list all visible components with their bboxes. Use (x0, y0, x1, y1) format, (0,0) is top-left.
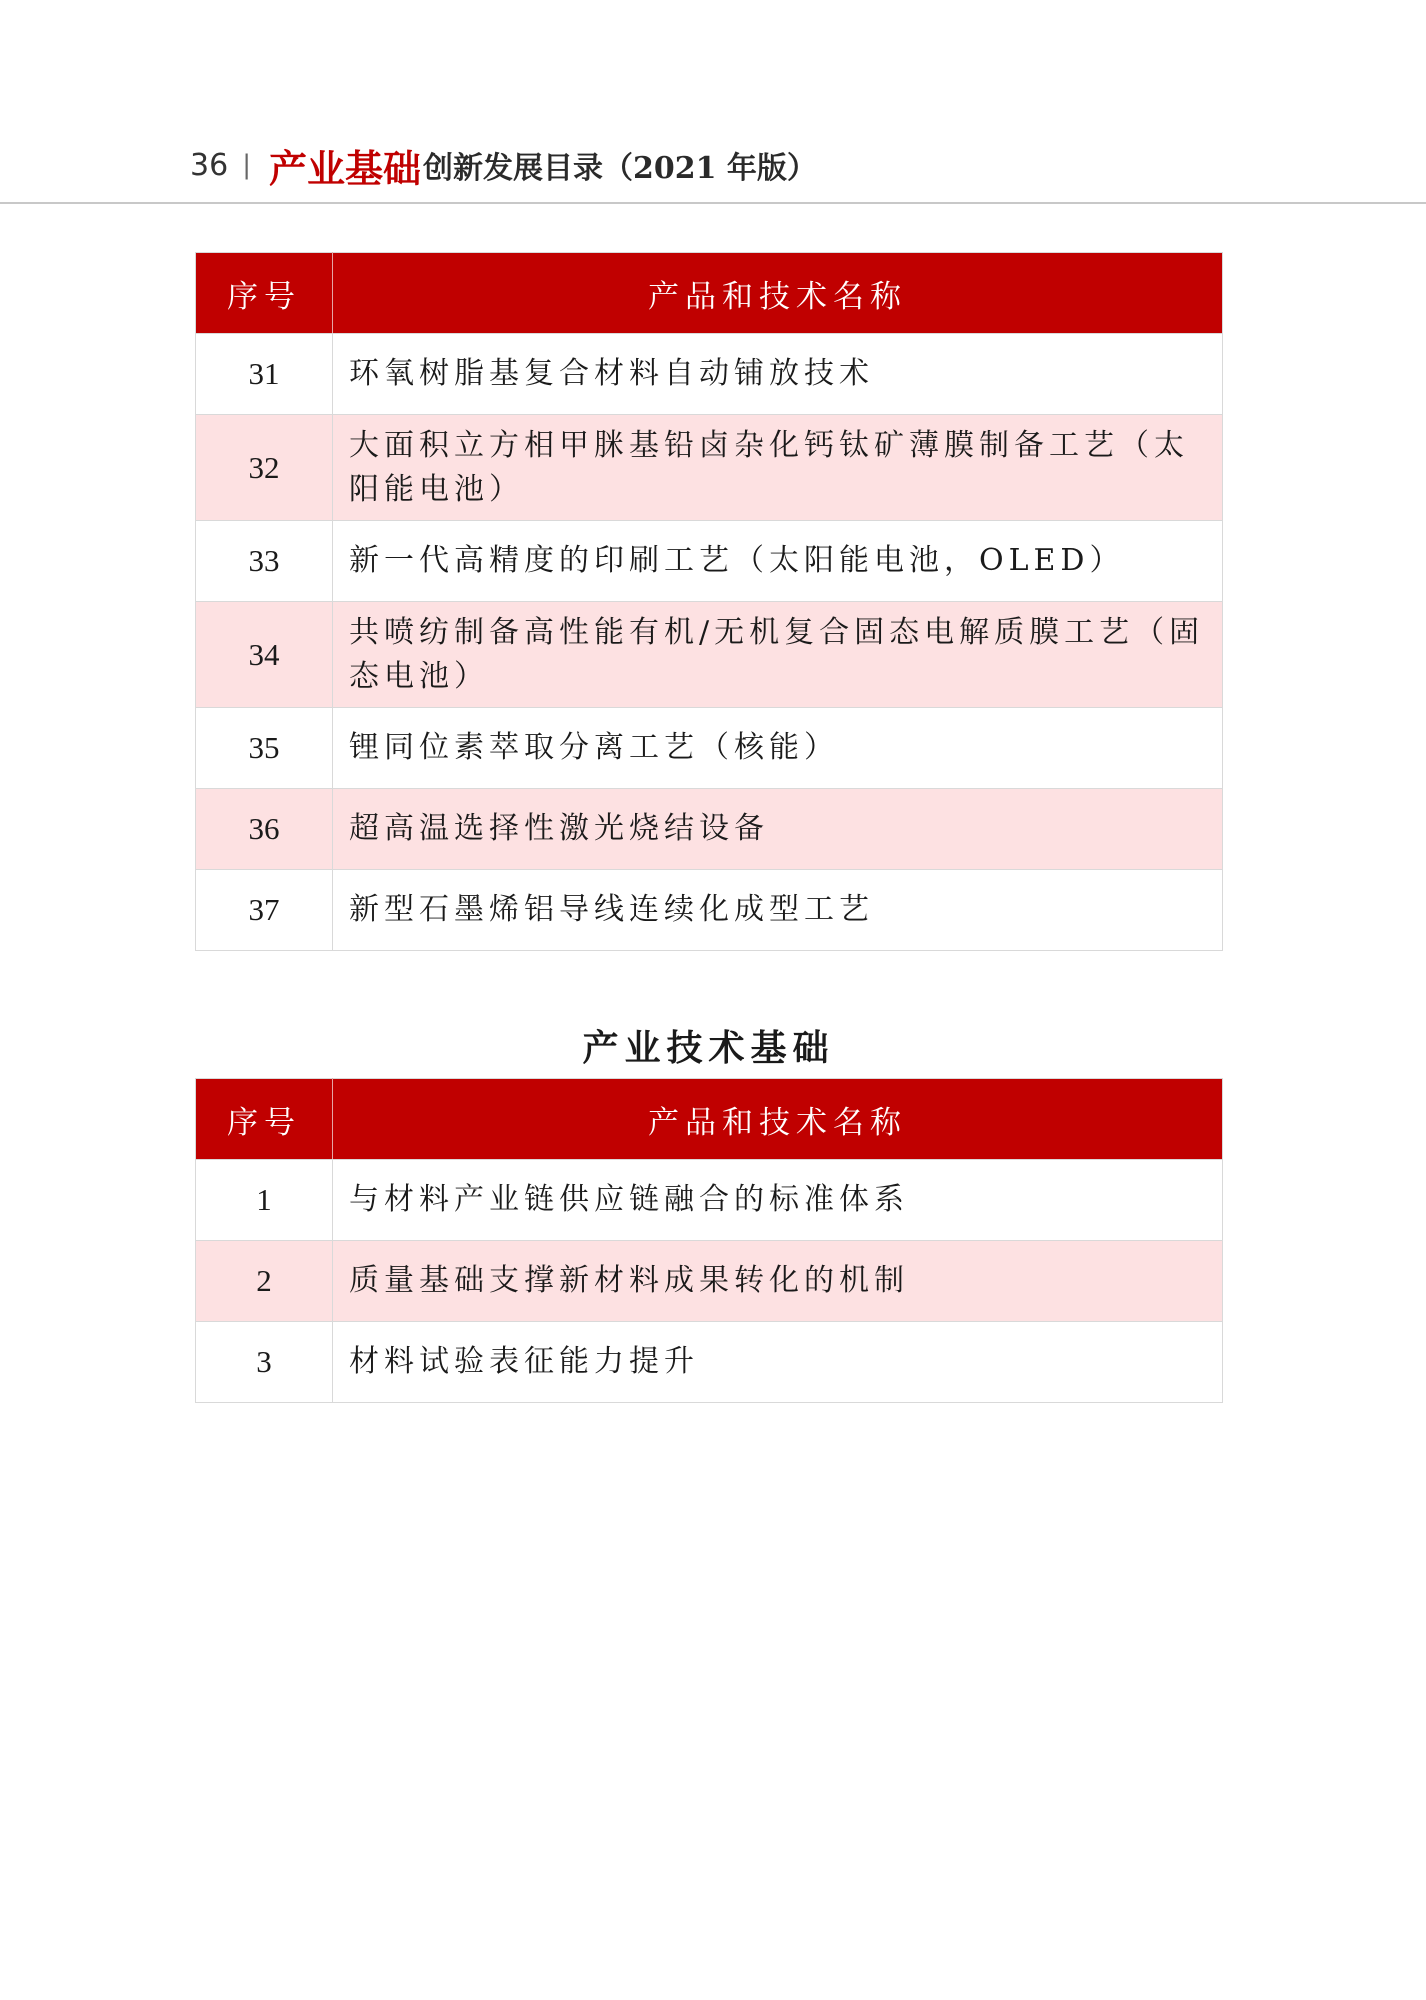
row-index: 35 (196, 708, 333, 789)
row-name: 质量基础支撑新材料成果转化的机制 (333, 1241, 1223, 1322)
table-row (196, 1241, 1223, 1322)
column-header-name: 产品和技术名称 (333, 1079, 1223, 1160)
running-header (190, 138, 817, 192)
catalog-table-technical-foundation (195, 1078, 1223, 1403)
row-index: 2 (196, 1241, 333, 1322)
row-index: 37 (196, 870, 333, 951)
publication-title-accent: 产业基础 (268, 145, 421, 191)
publication-title-rest: 创新发展目录（2021 年版） (422, 151, 817, 186)
catalog-table-materials (195, 252, 1223, 951)
row-index: 34 (196, 602, 333, 708)
column-header-name: 产品和技术名称 (333, 253, 1223, 334)
table-row (196, 334, 1223, 415)
row-index: 3 (196, 1322, 333, 1403)
row-name: 新型石墨烯铝导线连续化成型工艺 (333, 870, 1223, 951)
row-name: 新一代高精度的印刷工艺（太阳能电池，OLED） (333, 521, 1223, 602)
row-name: 超高温选择性激光烧结设备 (333, 789, 1223, 870)
row-name: 与材料产业链供应链融合的标准体系 (333, 1160, 1223, 1241)
page-number: 36 (190, 147, 229, 183)
row-name: 共喷纺制备高性能有机/无机复合固态电解质膜工艺（固态电池） (333, 602, 1223, 708)
table-row (196, 870, 1223, 951)
row-name: 大面积立方相甲脒基铅卤杂化钙钛矿薄膜制备工艺（太阳能电池） (333, 415, 1223, 521)
table-row (196, 602, 1223, 708)
header-separator: | (242, 150, 251, 180)
row-name: 材料试验表征能力提升 (333, 1322, 1223, 1403)
table-header-row (196, 253, 1223, 334)
table-row (196, 1160, 1223, 1241)
table-row (196, 415, 1223, 521)
table-row (196, 1322, 1223, 1403)
section-title: 产业技术基础 (582, 1027, 835, 1069)
row-index: 1 (196, 1160, 333, 1241)
row-index: 32 (196, 415, 333, 521)
row-index: 36 (196, 789, 333, 870)
table-header-row (196, 1079, 1223, 1160)
table-row (196, 521, 1223, 602)
row-name: 环氧树脂基复合材料自动铺放技术 (333, 334, 1223, 415)
column-header-index: 序号 (196, 1079, 333, 1160)
table-row (196, 708, 1223, 789)
table-row (196, 789, 1223, 870)
row-index: 33 (196, 521, 333, 602)
header-divider (0, 202, 1426, 204)
row-name: 锂同位素萃取分离工艺（核能） (333, 708, 1223, 789)
column-header-index: 序号 (196, 253, 333, 334)
row-index: 31 (196, 334, 333, 415)
